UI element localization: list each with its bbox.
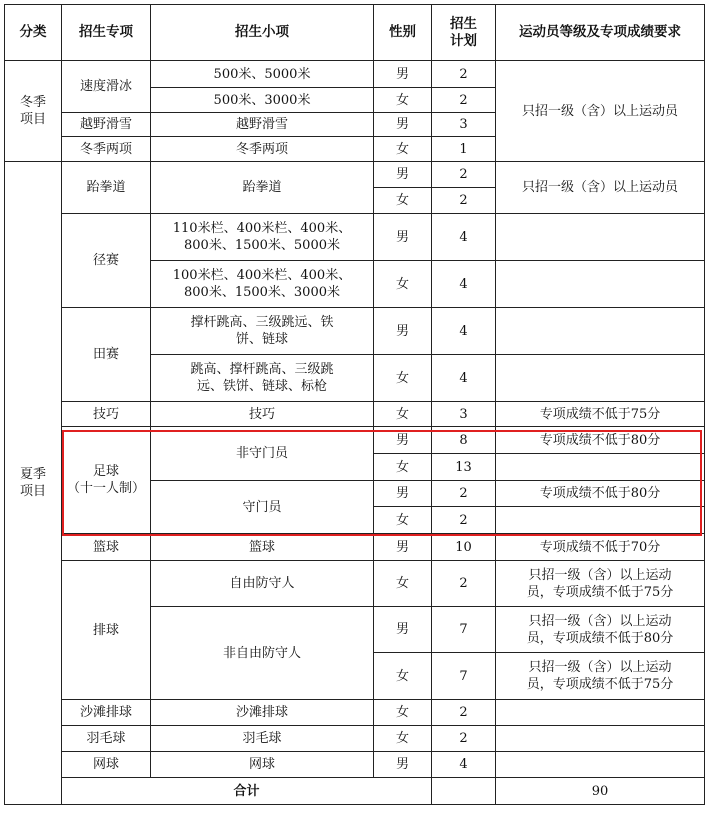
table-row [5,214,705,261]
gender-cell: 女 [374,700,432,726]
sport-track: 径赛 [62,214,151,308]
table-row [5,402,705,427]
gender-cell: 男 [374,61,432,88]
event-cell: 羽毛球 [151,726,374,752]
quota-cell: 4 [432,261,496,308]
category-winter: 冬季项目 [5,61,62,162]
requirement-cell [496,454,705,481]
sport-taekwondo: 跆拳道 [62,162,151,214]
quota-cell: 2 [432,700,496,726]
total-row [5,778,705,805]
header-gender: 性别 [374,5,432,61]
event-cell: 沙滩排球 [151,700,374,726]
quota-cell: 2 [432,561,496,607]
event-cell: 跳高、撑杆跳高、三级跳 远、铁饼、链球、标枪 [151,355,374,402]
sport-field: 田赛 [62,308,151,402]
total-label: 合计 [62,778,432,805]
gender-cell: 男 [374,607,432,653]
gender-cell: 男 [374,214,432,261]
event-cell: 网球 [151,752,374,778]
header-requirement: 运动员等级及专项成绩要求 [496,5,705,61]
total-value: 90 [496,778,705,805]
sport-cross-country: 越野滑雪 [62,113,151,137]
requirement-cell [496,507,705,534]
event-cell: 冬季两项 [151,137,374,162]
event-cell: 自由防守人 [151,561,374,607]
requirement-cell: 只招一级（含）以上运动 员，专项成绩不低于80分 [496,607,705,653]
header-sport: 招生专项 [62,5,151,61]
gender-cell: 女 [374,726,432,752]
category-summer: 夏季项目 [5,162,62,805]
quota-cell: 8 [432,427,496,454]
header-category: 分类 [5,5,62,61]
quota-cell: 4 [432,355,496,402]
table-row [5,561,705,607]
requirement-cell [496,355,705,402]
event-cell: 跆拳道 [151,162,374,214]
quota-cell: 1 [432,137,496,162]
quota-cell: 2 [432,481,496,507]
header-event: 招生小项 [151,5,374,61]
requirement-cell [496,308,705,355]
event-cell: 500米、3000米 [151,88,374,113]
sport-basketball: 篮球 [62,534,151,561]
quota-cell: 4 [432,308,496,355]
event-cell: 越野滑雪 [151,113,374,137]
table-row [5,162,705,188]
quota-cell: 2 [432,162,496,188]
requirement-cell: 只招一级（含）以上运动员 [496,162,705,214]
quota-cell: 2 [432,88,496,113]
requirement-cell: 只招一级（含）以上运动 员，专项成绩不低于75分 [496,561,705,607]
gender-cell: 女 [374,454,432,481]
quota-cell: 2 [432,188,496,214]
event-cell: 守门员 [151,481,374,534]
header-row [5,5,705,61]
gender-cell: 女 [374,402,432,427]
sport-speed-skating: 速度滑冰 [62,61,151,113]
requirement-cell: 只招一级（含）以上运动员 [496,61,705,162]
requirement-cell: 专项成绩不低于75分 [496,402,705,427]
event-cell: 篮球 [151,534,374,561]
requirement-cell: 专项成绩不低于80分 [496,427,705,454]
quota-cell: 4 [432,752,496,778]
quota-cell: 2 [432,726,496,752]
table-row [5,61,705,88]
admissions-table [4,4,705,805]
quota-cell: 3 [432,113,496,137]
gender-cell: 男 [374,752,432,778]
gender-cell: 男 [374,427,432,454]
total-empty-cell [432,778,496,805]
gender-cell: 女 [374,561,432,607]
table-row [5,752,705,778]
sport-beach-volleyball: 沙滩排球 [62,700,151,726]
table-row [5,534,705,561]
requirement-cell [496,214,705,261]
gender-cell: 女 [374,137,432,162]
header-quota: 招生计划 [432,5,496,61]
gender-cell: 男 [374,162,432,188]
event-cell: 110米栏、400米栏、400米、 800米、1500米、5000米 [151,214,374,261]
sport-skills: 技巧 [62,402,151,427]
sport-winter-two: 冬季两项 [62,137,151,162]
sport-football: 足球 （十一人制） [62,427,151,534]
quota-cell: 2 [432,507,496,534]
event-cell: 撑杆跳高、三级跳远、铁 饼、链球 [151,308,374,355]
quota-cell: 10 [432,534,496,561]
table-row [5,726,705,752]
event-cell: 100米栏、400米栏、400米、 800米、1500米、3000米 [151,261,374,308]
gender-cell: 女 [374,507,432,534]
gender-cell: 女 [374,188,432,214]
event-cell: 非守门员 [151,427,374,481]
requirement-cell: 专项成绩不低于80分 [496,481,705,507]
event-cell: 非自由防守人 [151,607,374,700]
gender-cell: 女 [374,261,432,308]
quota-cell: 7 [432,653,496,700]
gender-cell: 女 [374,88,432,113]
quota-cell: 4 [432,214,496,261]
event-cell: 技巧 [151,402,374,427]
table-row [5,308,705,355]
table-row [5,700,705,726]
sport-tennis: 网球 [62,752,151,778]
sport-badminton: 羽毛球 [62,726,151,752]
quota-cell: 3 [432,402,496,427]
gender-cell: 男 [374,534,432,561]
gender-cell: 女 [374,653,432,700]
gender-cell: 男 [374,308,432,355]
requirement-cell: 专项成绩不低于70分 [496,534,705,561]
quota-cell: 7 [432,607,496,653]
requirement-cell [496,700,705,726]
requirement-cell [496,752,705,778]
event-cell: 500米、5000米 [151,61,374,88]
quota-cell: 2 [432,61,496,88]
gender-cell: 女 [374,355,432,402]
gender-cell: 男 [374,113,432,137]
requirement-cell [496,261,705,308]
requirement-cell [496,726,705,752]
quota-cell: 13 [432,454,496,481]
table-row [5,427,705,454]
sport-volleyball: 排球 [62,561,151,700]
requirement-cell: 只招一级（含）以上运动 员，专项成绩不低于75分 [496,653,705,700]
gender-cell: 男 [374,481,432,507]
